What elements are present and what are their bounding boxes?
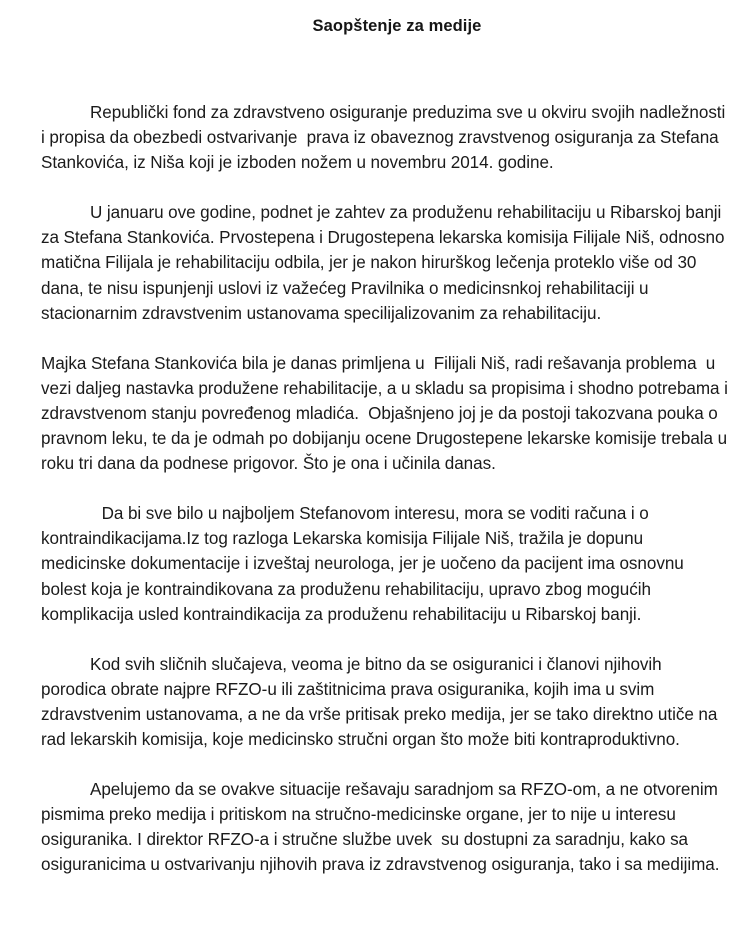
paragraph-1: Republički fond za zdravstveno osiguranje preduzima sve u okviru svojih nadležnosti i propisa da obezbedi ostvarivanje prava iz obaveznog zravstvenog osiguranja za Stefana Stankovića, iz Niša koji je izboden nožem u novembru 2014. godine. bbox=[41, 103, 730, 173]
document-body bbox=[41, 100, 731, 877]
paragraph-6: Apelujemo da se ovakve situacije rešavaju saradnjom sa RFZO-om, a ne otvorenim pismima preko medija i pritiskom na stručno-medicinske organe, jer to nije u interesu osiguranika. I direktor RFZO-a i stručne službe uvek su dostupni za saradnju, kako sa osiguranicima u ostvarivanju njihovih prava iz zdravstvenog osiguranja, tako i sa medijima. bbox=[41, 780, 723, 875]
paragraph-4: Da bi sve bilo u najboljem Stefanovom interesu, mora se voditi računa i o kontraindikacijama.Iz tog razloga Lekarska komisija Filijale Niš, tražila je dopunu medicinske dokumentacije i izveštaj neurologa, jer je uočeno da pacijent ima osnovnu bolest koja je kontraindikovana za produženu rehabilitaciju, upravo zbog mogućih komplikacija usled kontraindikacija za produženu rehabilitaciju u Ribarskoj banji. bbox=[41, 504, 689, 624]
paragraph-3: Majka Stefana Stankovića bila je danas primljena u Filijali Niš, radi rešavanja problema u vezi daljeg nastavka produžene rehabilitacije, a u skladu sa propisima i shodno potrebama i zdravstvenom stanju povređenog mladića. Objašnjeno joj je da postoji takozvana pouka o pravnom leku, te da je odmah po dobijanju ocene Drugostepene lekarske komisije trebala u roku tri dana da podnese prigovor. Što je ona i učinila danas. bbox=[41, 353, 733, 474]
page-title: Saopštenje za medije bbox=[312, 17, 482, 35]
paragraph-2: U januaru ove godine, podnet je zahtev za produženu rehabilitaciju u Ribarskoj banji za Stefana Stankovića. Prvostepena i Drugostepena lekarska komisija Filijale Niš, odnosno matična Filijala je rehabilitaciju odbila, jer je nakon hirurškog lečenja proteklo više od 30 dana, te nisu ispunjenji uslovi iz važećeg Pravilnika o medicinsnkoj rehabilitaciji u stacionarnim zdravstvenim ustanovama specilijalizovanim za rehabilitaciju. bbox=[41, 203, 730, 323]
paragraph-5: Kod svih sličnih slučajeva, veoma je bitno da se osiguranici i članovi njihovih porodica obrate najpre RFZO-u ili zaštitnicima prava osiguranika, kojih ima u svim zdravstvenim ustanovama, a ne da vrše pritisak preko medija, jer se tako direktno utiče na rad lekarskih komisija, koje medicinsko stručni organ što može biti kontraproduktivno. bbox=[41, 654, 722, 749]
